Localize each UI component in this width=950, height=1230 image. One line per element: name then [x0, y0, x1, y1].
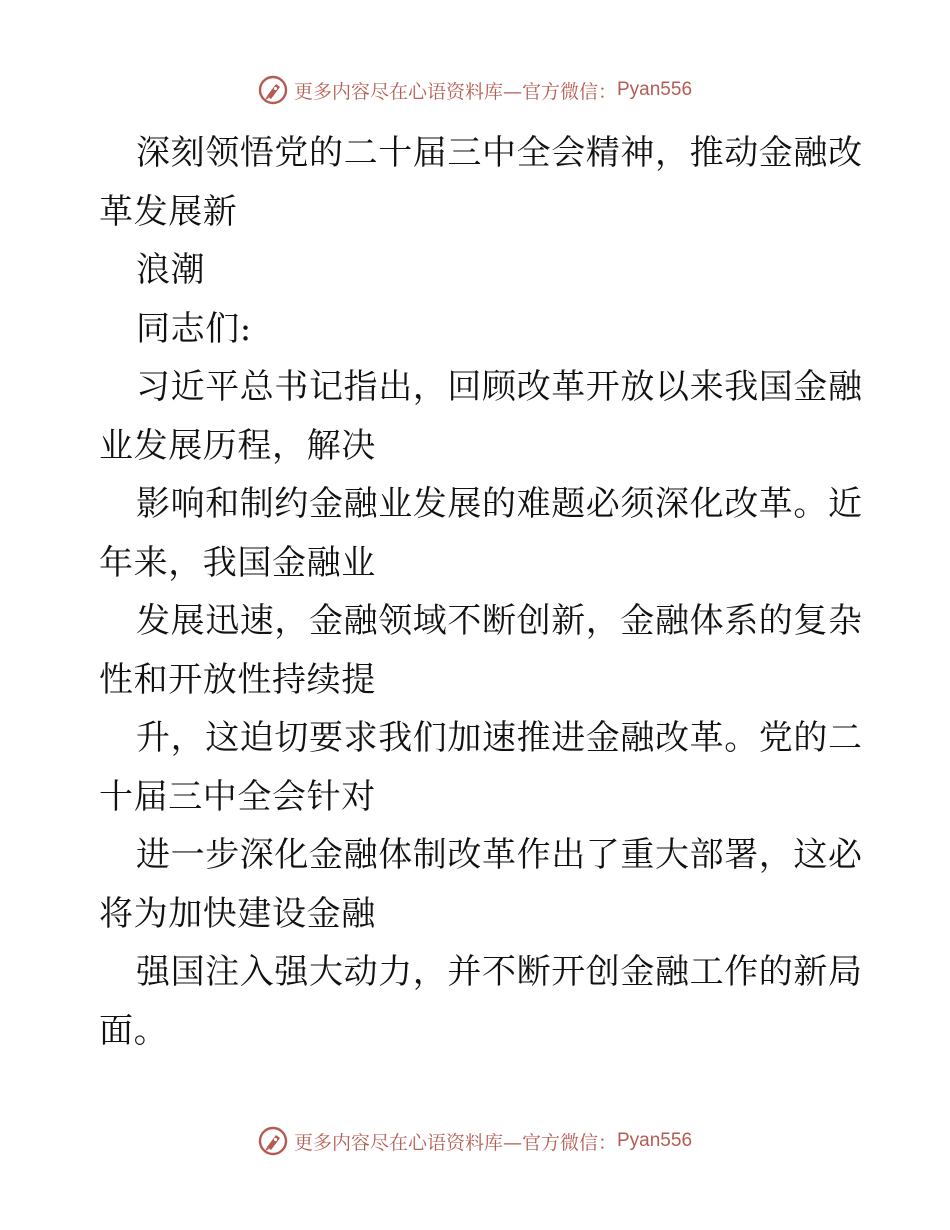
- text-line: 十届三中全会针对: [99, 776, 376, 817]
- text-line: 年来，我国金融业: [99, 542, 376, 583]
- text-line: 将为加快建设金融: [99, 893, 376, 934]
- pen-nib-circle-icon: [258, 75, 288, 105]
- text-line: 进一步深化金融体制改革作出了重大部署，这必: [136, 835, 863, 875]
- text-line: 业发展历程，解决: [99, 425, 376, 466]
- text-line: 习近平总书记指出，回顾改革开放以来我国金融: [136, 367, 863, 407]
- text-line: 强国注入强大动力，并不断开创金融工作的新局: [136, 952, 863, 992]
- watermark-text: 更多内容尽在心语资料库—官方微信：: [293, 80, 617, 103]
- watermark-text: 更多内容尽在心语资料库—官方微信：: [293, 1131, 617, 1154]
- text-line: 性和开放性持续提: [99, 659, 376, 700]
- text-line: 浪潮: [136, 250, 206, 290]
- text-line: 升，这迫切要求我们加速推进金融改革。党的二: [136, 718, 863, 758]
- text-line: 面。: [99, 1010, 169, 1051]
- pen-nib-circle-icon: [258, 1126, 288, 1156]
- text-line: 深刻领悟党的二十届三中全会精神，推动金融改: [136, 133, 863, 173]
- watermark-wechat-id: Pyan556: [617, 1130, 693, 1151]
- text-line: 同志们:: [136, 308, 252, 349]
- text-line: 革发展新: [99, 191, 238, 232]
- text-line: 发展迅速，金融领域不断创新，金融体系的复杂: [136, 601, 863, 641]
- document-body: [99, 124, 863, 1060]
- footer-watermark: [0, 1124, 950, 1158]
- watermark-wechat-id: Pyan556: [617, 79, 693, 100]
- header-watermark: [0, 73, 950, 107]
- text-line: 影响和制约金融业发展的难题必须深化改革。近: [136, 484, 863, 524]
